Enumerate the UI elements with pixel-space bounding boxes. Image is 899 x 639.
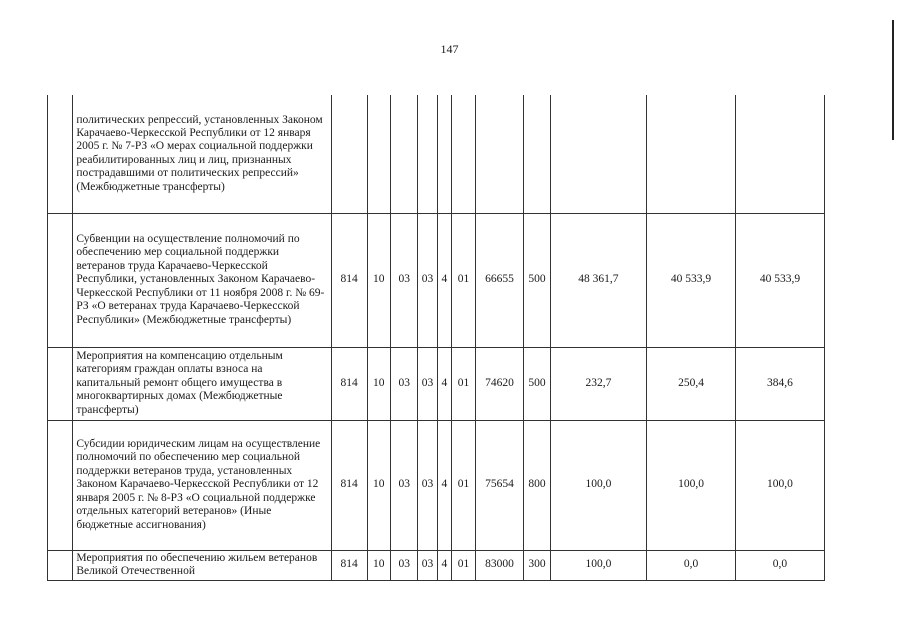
amount-cell: 0,0	[735, 550, 824, 580]
description-cell: Мероприятия по обеспечению жильем ветеранов Великой Отечественной	[73, 550, 331, 580]
table-row	[48, 213, 825, 347]
section-code-cell: 10	[367, 550, 390, 580]
amount-cell: 100,0	[550, 550, 646, 580]
direction-code-cell: 74620	[475, 347, 524, 420]
program-code-cell	[418, 95, 437, 213]
program-code-cell: 03	[418, 420, 437, 550]
amount-cell: 100,0	[647, 420, 736, 550]
expense-type-cell: 500	[524, 347, 550, 420]
subprogram-code-cell: 01	[452, 347, 475, 420]
amount-cell: 384,6	[735, 347, 824, 420]
direction-code-cell	[475, 95, 524, 213]
ministry-code-cell: 814	[331, 213, 367, 347]
ministry-code-cell: 814	[331, 347, 367, 420]
direction-code-cell: 83000	[475, 550, 524, 580]
section-code-cell: 10	[367, 213, 390, 347]
expense-type-cell: 500	[524, 213, 550, 347]
amount-cell: 40 533,9	[735, 213, 824, 347]
row-number-cell	[48, 347, 73, 420]
amount-cell	[735, 95, 824, 213]
subsection-code-cell: 03	[390, 550, 418, 580]
page-edge-line	[892, 20, 894, 140]
subprogram-code-cell: 01	[452, 213, 475, 347]
amount-cell: 40 533,9	[647, 213, 736, 347]
expense-type-cell	[524, 95, 550, 213]
expense-type-cell: 800	[524, 420, 550, 550]
description-cell: Субвенции на осуществление полномочий по обеспечению мер социальной поддержки ветеранов труда Карачаево-Черкесской Республики, установленных Законом Карачаево-Черкесской Республики от 11 ноября 2008 г. № 69-РЗ «О ветеранах труда Карачаево-Черкесской Республики» (Межбюджетные трансферты)	[73, 213, 331, 347]
row-number-cell	[48, 213, 73, 347]
direction-code-cell: 75654	[475, 420, 524, 550]
ministry-code-cell: 814	[331, 550, 367, 580]
table-row	[48, 420, 825, 550]
program-code-cell: 03	[418, 550, 437, 580]
program-code-cell: 03	[418, 347, 437, 420]
subsection-code-cell: 03	[390, 420, 418, 550]
subsection-code-cell: 03	[390, 347, 418, 420]
budget-table	[47, 95, 825, 581]
amount-cell: 100,0	[735, 420, 824, 550]
type-code-cell: 4	[437, 420, 452, 550]
amount-cell: 100,0	[550, 420, 646, 550]
amount-cell: 250,4	[647, 347, 736, 420]
program-code-cell: 03	[418, 213, 437, 347]
section-code-cell	[367, 95, 390, 213]
budget-table-body	[48, 95, 825, 580]
subsection-code-cell: 03	[390, 213, 418, 347]
subprogram-code-cell: 01	[452, 550, 475, 580]
row-number-cell	[48, 95, 73, 213]
type-code-cell: 4	[437, 213, 452, 347]
row-number-cell	[48, 420, 73, 550]
subprogram-code-cell: 01	[452, 420, 475, 550]
table-row	[48, 347, 825, 420]
type-code-cell	[437, 95, 452, 213]
page-number: 147	[440, 42, 459, 56]
table-row	[48, 550, 825, 580]
amount-cell: 48 361,7	[550, 213, 646, 347]
subprogram-code-cell	[452, 95, 475, 213]
description-cell: Субсидии юридическим лицам на осуществление полномочий по обеспечению мер социальной поддержки ветеранов труда, установленных Законом Карачаево-Черкесской Республики от 12 января 2005 г. № 8-РЗ «О социальной поддержке отдельных категорий ветеранов» (Иные бюджетные ассигнования)	[73, 420, 331, 550]
description-cell: политических репрессий, установленных Законом Карачаево-Черкесской Республики от 12 января 2005 г. № 7-РЗ «О мерах социальной поддержки реабилитированных лиц и лиц, признанных пострадавшими от политических репрессий» (Межбюджетные трансферты)	[73, 95, 331, 213]
amount-cell	[550, 95, 646, 213]
direction-code-cell: 66655	[475, 213, 524, 347]
type-code-cell: 4	[437, 347, 452, 420]
expense-type-cell: 300	[524, 550, 550, 580]
ministry-code-cell: 814	[331, 420, 367, 550]
amount-cell	[647, 95, 736, 213]
type-code-cell: 4	[437, 550, 452, 580]
subsection-code-cell	[390, 95, 418, 213]
amount-cell: 0,0	[647, 550, 736, 580]
table-row	[48, 95, 825, 213]
section-code-cell: 10	[367, 347, 390, 420]
amount-cell: 232,7	[550, 347, 646, 420]
section-code-cell: 10	[367, 420, 390, 550]
row-number-cell	[48, 550, 73, 580]
ministry-code-cell	[331, 95, 367, 213]
description-cell: Мероприятия на компенсацию отдельным категориям граждан оплаты взноса на капитальный ремонт общего имущества в многоквартирных домах (Межбюджетные трансферты)	[73, 347, 331, 420]
